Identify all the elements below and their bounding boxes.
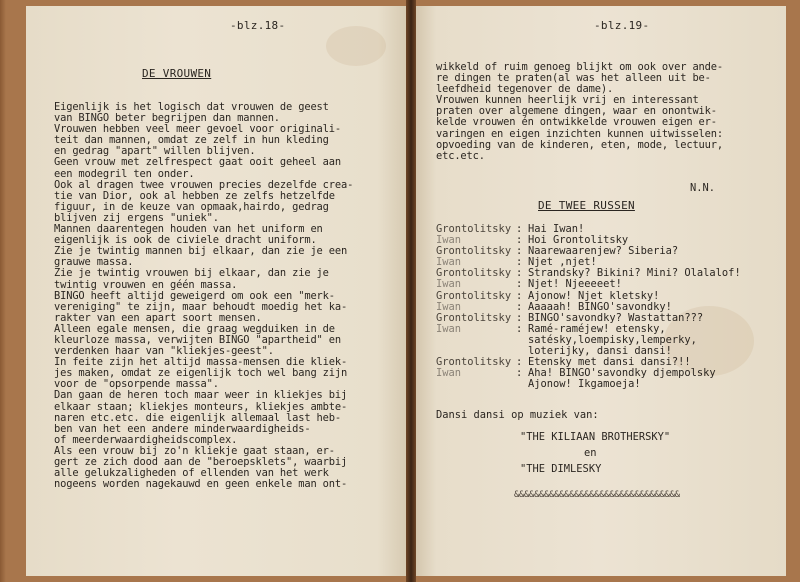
speaker-name: Grontolitsky — [436, 311, 512, 324]
dialog-text: Njet! Njeeeeet! — [528, 278, 622, 291]
dialog-text: Ajonow! Njet kletsky! — [528, 289, 660, 302]
left-page — [26, 6, 408, 576]
article-title: DE VROUWEN — [142, 67, 212, 80]
page-number-header: -blz.19- — [594, 19, 650, 32]
dialog-line: Grontolitsky : Naarewaarenjew? Siberia? — [436, 245, 679, 258]
dialog-line: Iwan : Njet ,njet! — [436, 256, 597, 269]
dialog-line — [436, 379, 741, 390]
right-page — [414, 6, 786, 576]
dialog-text: Ramé-raméjew! etensky, — [528, 322, 666, 335]
conjunction: en — [584, 447, 597, 459]
speaker-name — [436, 379, 516, 390]
dialog-text: Etensky met dansi dansi?!! — [528, 356, 691, 369]
speaker-name: Grontolitsky — [436, 289, 512, 302]
dialog-text: Hoi Grontolitsky — [528, 234, 629, 247]
speaker-name: Grontolitsky — [436, 245, 512, 258]
speaker-name — [436, 335, 516, 346]
dialog-text: BINGO'savondky? Wastattan??? — [528, 311, 704, 324]
dialog-text: Hai Iwan! — [528, 223, 585, 235]
speaker-name: Iwan — [436, 278, 462, 291]
dialog-text: Naarewaarenjew? Siberia? — [528, 245, 679, 258]
page-number-header: -blz.18- — [230, 19, 286, 32]
dialog-line: Grontolitsky : Strandsky? Bikini? Mini? Olalalof! — [436, 267, 741, 280]
dialog-text: loterijky, dansi dansi! — [528, 345, 672, 358]
article-continuation: wikkeld of ruim genoeg blijkt om ook over ande- re dingen te praten(al was het alleen uit be- leefdheid tegenover de dame). Vrouwen kunnen heerlijk vrij en interessant praten over algemene dingen, waar en onontwik- kelde vrouwen én ontwikkelde vrouwen eigen er- varingen en eigen inzichten kunnen uitwisselen: opvoeding van de kinderen, eten, mode, lectuur, etc.etc. — [436, 61, 723, 162]
speaker-name: Iwan — [436, 256, 462, 269]
band-name: "THE KILIAAN BROTHERSKY" — [520, 431, 671, 443]
dialog-text: Aaaaah! BINGO'savondky! — [528, 300, 672, 313]
dialog-text: Njet ,njet! — [528, 256, 597, 269]
speaker-name: Grontolitsky — [436, 356, 512, 369]
dialog-line: Grontolitsky : Ajonow! Njet kletsky! — [436, 289, 660, 302]
dialog-text: satésky,loempisky,lemperky, — [528, 333, 697, 346]
ornament-divider: &&&&&&&&&&&&&&&&&&&&&&&&&&&&&&&&& — [514, 490, 680, 500]
speaker-name: Grontolitsky — [436, 223, 512, 235]
dialog-text: Strandsky? Bikini? Mini? Olalalof! — [528, 267, 741, 280]
dialog-text: Ajonow! Ikgamoeja! — [528, 378, 641, 391]
band-name: "THE DIMLESKY — [520, 463, 602, 475]
article-body: Eigenlijk is het logisch dat vrouwen de geest van BINGO beter begrijpen dan mannen. Vrouwen hebben veel meer gevoel voor originali- teit dan mannen, omdat ze zelf in hun kleding en gedrag "apart" willen blijven. Geen vrouw met zelfrespect gaat ooit geheel aan een modegril ten onder. Ook al dragen twee vrouwen precies dezelfde crea- tie van Dior, ook al hebben ze zelfs hetzelfde figuur, in de keuze van opmaak,hairdo, gedrag blijven zij ergens "uniek". Mannen daarentegen houden van het uniform en eigenlijk is ook de civiele dracht uniform. Zie je twintig mannen bij elkaar, dan zie je een grauwe massa. Zie je twintig vrouwen bij elkaar, dan zie je twintig vrouwen en géén massa. BINGO heeft altijd geweigerd om ook een "merk- vereniging" te zijn, maar behoudt moedig het ka- rakter van een apart soort mensen. Alleen egale mensen, die graag wegduiken in de kleurloze massa, verwijten BINGO "apartheid" en verdenken haar van "kliekjes-geest". In feite zijn het altijd massa-mensen die kliek- jes maken, omdat ze eigenlijk toch wel bang zijn voor de "opsorpende massa". Dan gaan de heren toch maar weer in kliekjes bij elkaar staan; kliekjes monteurs, kliekjes ambte- naren etc.etc. die eigenlijk allemaal last heb- ben van het een andere minderwaardigheids- of meerderwaardigheidscomplex. Als een vrouw bij zo'n kliekje gaat staan, er- gert ze zich dood aan de "beroepsklets", waarbij alle gelukzaligheden of ellenden van het werk nogeens worden nagekauwd en geen enkele man ont- — [54, 101, 354, 491]
dialog-line: Grontolitsky : Hai Iwan! — [436, 223, 585, 235]
speaker-name: Iwan — [436, 367, 462, 380]
book-gutter — [406, 0, 416, 582]
speaker-name: Grontolitsky — [436, 267, 512, 280]
dialog-line: Iwan : Aaaaah! BINGO'savondky! — [436, 300, 672, 313]
dialog-line: Iwan : Njet! Njeeeeet! — [436, 278, 622, 291]
author-signature: N.N. — [690, 182, 716, 194]
dialog-line: Grontolitsky : BINGO'savondky? Wastattan??? — [436, 311, 704, 324]
dialog-block — [436, 224, 741, 390]
speaker-name: Iwan — [436, 322, 462, 335]
dialog-line: Iwan : Aha! BINGO'savondky djempolsky — [436, 367, 716, 380]
dialog-text: Aha! BINGO'savondky djempolsky — [528, 367, 716, 380]
dialog-line: Grontolitsky : Etensky met dansi dansi?!! — [436, 356, 691, 369]
paper-stain — [326, 26, 386, 66]
dialog-line: Iwan : Hoi Grontolitsky — [436, 234, 629, 247]
speaker-name: Iwan — [436, 234, 462, 247]
dialog-title: DE TWEE RUSSEN — [538, 199, 635, 212]
speaker-name: Iwan — [436, 300, 462, 313]
dialog-line: Iwan : Ramé-raméjew! etensky, — [436, 322, 666, 335]
music-intro: Dansi dansi op muziek van: — [436, 409, 599, 421]
